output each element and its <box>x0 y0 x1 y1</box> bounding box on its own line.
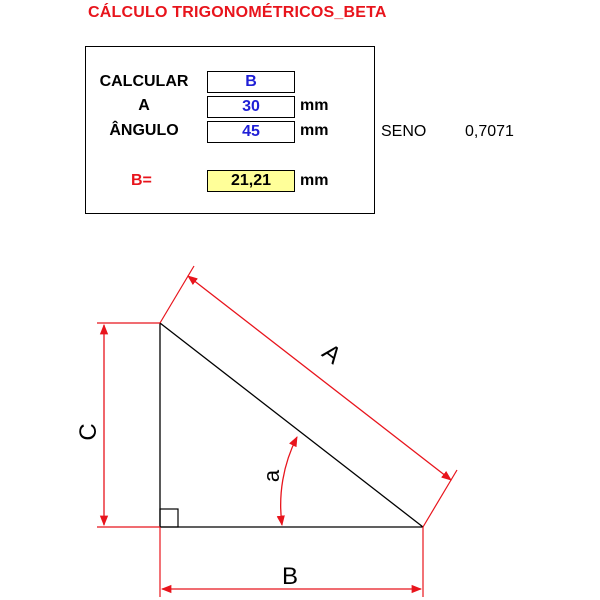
result-value: 21,21 <box>207 170 295 192</box>
sine-value: 0,7071 <box>465 123 514 140</box>
a-unit: mm <box>300 97 329 114</box>
result-label: B= <box>131 172 152 189</box>
calc-label: CALCULAR <box>99 73 189 90</box>
dimension-c <box>97 323 160 527</box>
page-title: CÁLCULO TRIGONOMÉTRICOS_BETA <box>88 4 387 21</box>
a-input[interactable]: 30 <box>207 96 295 118</box>
side-c-label: C <box>75 423 102 441</box>
angle-unit: mm <box>300 122 329 139</box>
triangle-shape <box>160 323 423 527</box>
side-b-label: B <box>281 563 299 590</box>
hypotenuse-label: A <box>316 338 347 370</box>
angle-label-a: a <box>259 469 284 483</box>
angle-input[interactable]: 45 <box>207 121 295 143</box>
sine-label: SENO <box>381 123 427 140</box>
a-label: A <box>138 97 150 114</box>
result-unit: mm <box>300 172 329 189</box>
calc-input[interactable]: B <box>207 71 295 93</box>
dimension-a <box>160 266 457 527</box>
right-angle-marker <box>160 509 178 527</box>
angle-label: ÂNGULO <box>109 122 179 139</box>
